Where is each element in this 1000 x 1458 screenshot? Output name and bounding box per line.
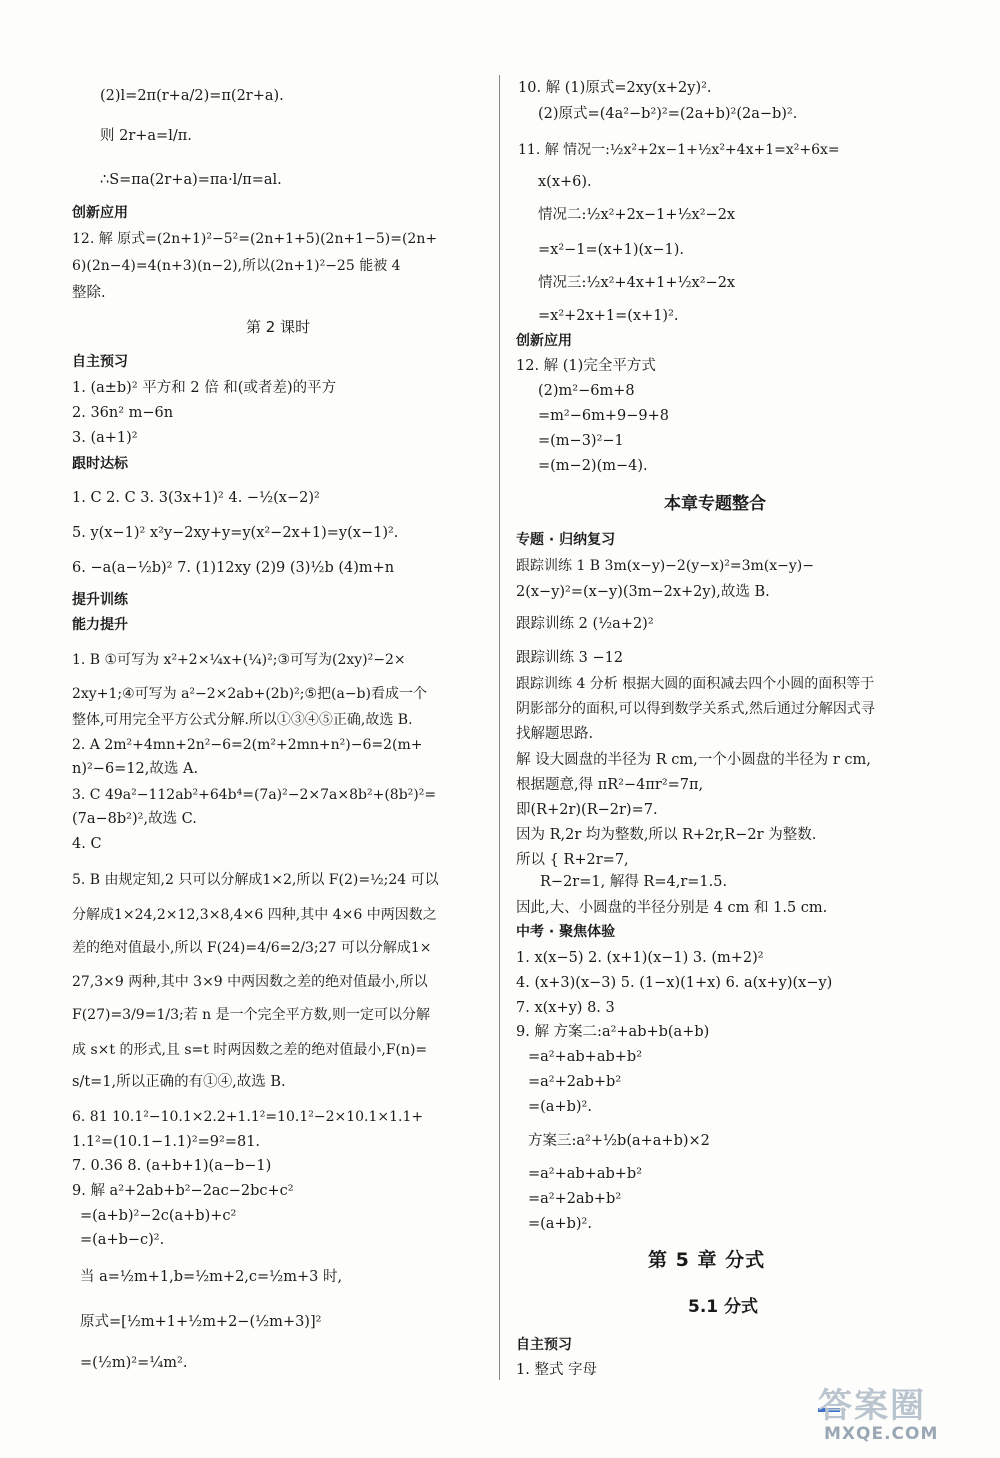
left-line-26: 5. B 由规定知,2 只可以分解成1×2,所以 F(2)=½;24 可以: [72, 872, 439, 888]
right-line-26: 因为 R,2r 均为整数,所以 R+2r,R−2r 为整数.: [516, 827, 817, 843]
right-line-21: 阴影部分的面积,可以得到数学关系式,然后通过分解因式寻: [516, 701, 875, 717]
right-line-3: x(x+6).: [538, 174, 592, 190]
right-line-40: =a²+2ab+b²: [528, 1191, 622, 1207]
left-line-38: =(a+b−c)².: [80, 1232, 165, 1248]
left-line-16: 提升训练: [72, 592, 128, 608]
left-line-19: 2xy+1;④可写为 a²−2×2ab+(2b)²;⑤把(a−b)看成一个: [72, 686, 427, 702]
left-line-23: 3. C 49a²−112ab²+64b⁴=(7a)²−2×7a×8b²+(8b²)²=: [72, 787, 437, 803]
right-line-34: 9. 解 方案二:a²+ab+b(a+b): [516, 1024, 710, 1040]
left-line-22: n)²−6=12,故选 A.: [72, 761, 199, 777]
left-line-18: 1. B ①可写为 x²+2×¼x+(¼)²;③可写为(2xy)²−2×: [72, 652, 406, 668]
right-line-32: 4. (x+3)(x−3) 5. (1−x)(1+x) 6. a(x+y)(x−y): [516, 975, 833, 991]
right-line-23: 解 设大圆盘的半径为 R cm,一个小圆盘的半径为 r cm,: [516, 752, 871, 768]
right-line-6: 情况三:½x²+4x+1+½x²−2x: [538, 275, 736, 291]
right-line-0: 10. 解 (1)原式=2xy(x+2y)².: [518, 80, 712, 96]
left-line-32: s/t=1,所以正确的有①④,故选 B.: [72, 1074, 286, 1090]
right-line-33: 7. x(x+y) 8. 3: [516, 1000, 615, 1016]
right-line-29: 因此,大、小圆盘的半径分别是 4 cm 和 1.5 cm.: [516, 900, 828, 916]
right-line-19: 跟踪训练 3 −12: [516, 650, 624, 666]
right-line-41: =(a+b)².: [528, 1216, 592, 1232]
left-line-30: F(27)=3/9=1/3;若 n 是一个完全平方数,则一定可以分解: [72, 1007, 431, 1023]
right-line-16: 跟踪训练 1 B 3m(x−y)−2(y−x)²=3m(x−y)−: [516, 558, 814, 574]
watermark-url: MXQE.COM: [824, 1424, 939, 1444]
right-line-36: =a²+2ab+b²: [528, 1074, 622, 1090]
column-divider: [499, 75, 500, 1380]
right-line-4: 情况二:½x²+2x−1+½x²−2x: [538, 207, 736, 223]
right-line-1: (2)原式=(4a²−b²)²=(2a+b)²(2a−b)².: [538, 106, 798, 122]
left-line-20: 整体,可用完全平方公式分解.所以①③④⑤正确,故选 B.: [72, 712, 413, 728]
left-line-37: =(a+b)²−2c(a+b)+c²: [80, 1208, 237, 1224]
left-line-9: 1. (a±b)² 平方和 2 倍 和(或者差)的平方: [72, 380, 337, 396]
right-line-2: 11. 解 情况一:½x²+2x−1+½x²+4x+1=x²+6x=: [518, 142, 840, 158]
left-line-3: 创新应用: [72, 205, 128, 221]
left-line-12: 跟时达标: [72, 456, 128, 472]
right-line-12: =(m−3)²−1: [538, 433, 624, 449]
left-line-0: (2)l=2π(r+a/2)=π(2r+a).: [100, 88, 284, 104]
right-line-39: =a²+ab+ab+b²: [528, 1166, 643, 1182]
right-line-7: =x²+2x+1=(x+1)².: [538, 308, 679, 324]
right-line-27: 所以 { R+2r=7,: [516, 852, 629, 868]
right-line-17: 2(x−y)²=(x−y)(3m−2x+2y),故选 B.: [516, 584, 770, 600]
right-line-31: 1. x(x−5) 2. (x+1)(x−1) 3. (m+2)²: [516, 950, 764, 966]
right-line-45: 1. 整式 字母: [516, 1362, 598, 1378]
left-line-5: 6)(2n−4)=4(n+3)(n−2),所以(2n+1)²−25 能被 4: [72, 258, 401, 274]
right-line-11: =m²−6m+9−9+8: [538, 408, 669, 424]
watermark-logo: [818, 1378, 988, 1448]
right-line-30: 中考 · 聚焦体验: [516, 924, 616, 940]
left-line-6: 整除.: [72, 285, 106, 301]
right-line-14: 本章专题整合: [664, 494, 766, 514]
right-line-37: =(a+b)².: [528, 1099, 592, 1115]
right-line-25: 即(R+2r)(R−2r)=7.: [516, 802, 658, 818]
left-line-15: 6. −a(a−½b)² 7. (1)12xy (2)9 (3)½b (4)m+n: [72, 560, 395, 576]
left-line-35: 7. 0.36 8. (a+b+1)(a−b−1): [72, 1158, 272, 1174]
left-line-39: 当 a=½m+1,b=½m+2,c=½m+3 时,: [80, 1269, 343, 1285]
left-line-21: 2. A 2m²+4mn+2n²−6=2(m²+2mn+n²)−6=2(m+: [72, 737, 423, 753]
left-line-2: ∴S=πa(2r+a)=πa·l/π=al.: [100, 172, 282, 188]
right-line-20: 跟踪训练 4 分析 根据大圆的面积减去四个小圆的面积等于: [516, 676, 875, 692]
left-line-31: 成 s×t 的形式,且 s=t 时两因数之差的绝对值最小,F(n)=: [72, 1042, 428, 1058]
left-line-29: 27,3×9 两种,其中 3×9 中两因数之差的绝对值最小,所以: [72, 974, 428, 990]
right-line-10: (2)m²−6m+8: [538, 383, 635, 399]
right-line-24: 根据题意,得 πR²−4πr²=7π,: [516, 777, 704, 793]
right-line-42: 第 5 章 分式: [648, 1249, 766, 1271]
left-line-28: 差的绝对值最小,所以 F(24)=4/6=2/3;27 可以分解成1×: [72, 940, 432, 956]
left-line-36: 9. 解 a²+2ab+b²−2ac−2bc+c²: [72, 1183, 294, 1199]
left-line-34: 1.1²=(10.1−1.1)²=9²=81.: [72, 1134, 261, 1150]
left-line-13: 1. C 2. C 3. 3(3x+1)² 4. −½(x−2)²: [72, 490, 320, 506]
left-line-27: 分解成1×24,2×12,3×8,4×6 四种,其中 4×6 中两因数之: [72, 907, 437, 923]
left-line-7: 第 2 课时: [246, 318, 311, 336]
left-line-14: 5. y(x−1)² x²y−2xy+y=y(x²−2x+1)=y(x−1)².: [72, 525, 399, 541]
left-line-11: 3. (a+1)²: [72, 430, 138, 446]
left-line-41: =(½m)²=¼m².: [80, 1355, 188, 1371]
left-line-33: 6. 81 10.1²−10.1×2.2+1.1²=10.1²−2×10.1×1.1+: [72, 1109, 424, 1125]
right-line-22: 找解题思路.: [516, 726, 594, 742]
left-line-8: 自主预习: [72, 354, 128, 370]
left-line-25: 4. C: [72, 836, 102, 852]
right-line-28: R−2r=1, 解得 R=4,r=1.5.: [540, 874, 728, 890]
left-line-17: 能力提升: [72, 617, 128, 633]
right-line-8: 创新应用: [516, 333, 572, 349]
right-line-18: 跟踪训练 2 (½a+2)²: [516, 616, 654, 632]
watermark-text: 答案圈: [818, 1386, 926, 1426]
right-line-5: =x²−1=(x+1)(x−1).: [538, 242, 685, 258]
right-line-43: 5.1 分式: [688, 1297, 759, 1317]
left-line-4: 12. 解 原式=(2n+1)²−5²=(2n+1+5)(2n+1−5)=(2n+: [72, 231, 438, 247]
right-line-15: 专题 · 归纳复习: [516, 532, 616, 548]
left-line-40: 原式=[½m+1+½m+2−(½m+3)]²: [80, 1314, 322, 1330]
right-line-9: 12. 解 (1)完全平方式: [516, 358, 656, 374]
left-line-1: 则 2r+a=l/π.: [100, 128, 192, 144]
right-line-44: 自主预习: [516, 1337, 572, 1353]
right-line-35: =a²+ab+ab+b²: [528, 1049, 643, 1065]
left-line-10: 2. 36n² m−6n: [72, 405, 174, 421]
left-line-24: (7a−8b²)²,故选 C.: [72, 811, 197, 827]
right-line-13: =(m−2)(m−4).: [538, 458, 648, 474]
right-line-38: 方案三:a²+½b(a+a+b)×2: [528, 1133, 710, 1149]
